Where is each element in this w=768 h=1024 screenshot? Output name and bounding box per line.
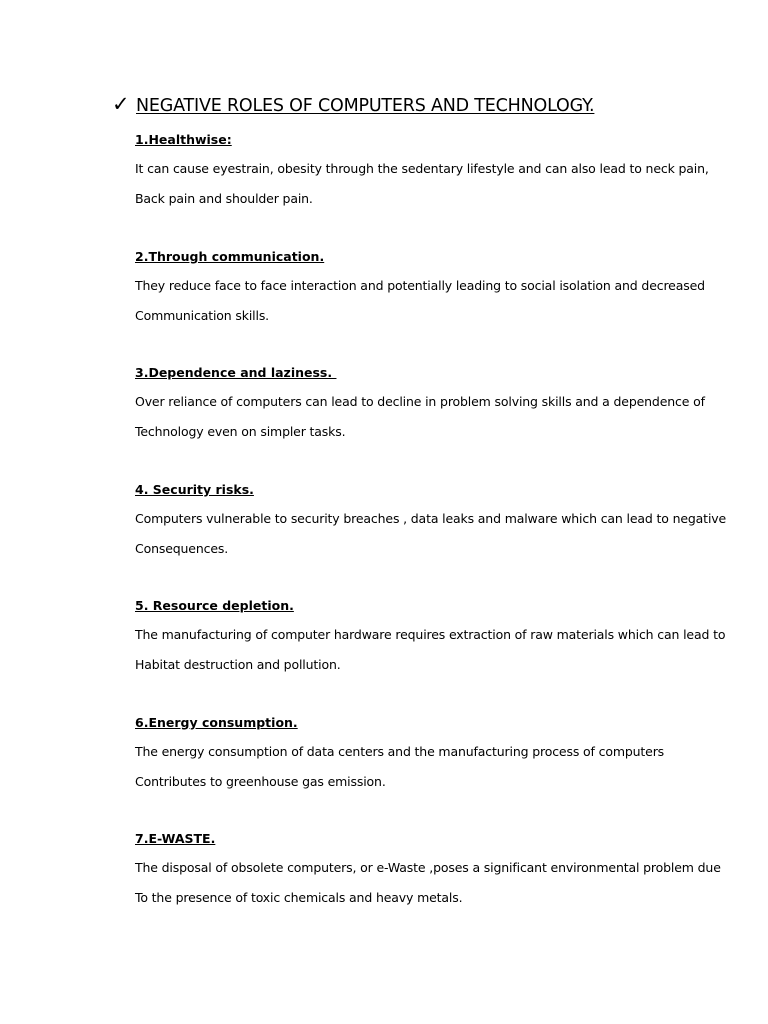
document-title-row — [112, 92, 594, 116]
section-text-line: Contributes to greenhouse gas emission. — [135, 773, 386, 789]
section-text-line: Back pain and shoulder pain. — [135, 190, 313, 206]
section-heading: 1.Healthwise: — [135, 132, 232, 147]
section-text-line: The disposal of obsolete computers, or e-Waste ,poses a significant environmental problem due — [135, 860, 721, 875]
section-heading: 6.Energy consumption. — [135, 715, 298, 730]
section-text-line: Communication skills. — [135, 307, 270, 323]
section-text-line: To the presence of toxic chemicals and heavy metals. — [135, 889, 463, 905]
section-text-line: It can cause eyestrain, obesity through the sedentary lifestyle and can also lead to neck pain, — [135, 161, 709, 176]
section-resource-depletion — [135, 598, 726, 673]
section-heading: 3.Dependence and laziness. — [135, 365, 337, 380]
section-heading: 4. Security risks. — [135, 482, 254, 497]
section-dependence — [135, 365, 705, 440]
section-text-line: Technology even on simpler tasks. — [135, 423, 346, 439]
document-title: NEGATIVE ROLES OF COMPUTERS AND TECHNOLOGY. — [136, 96, 595, 116]
section-energy-consumption — [135, 715, 695, 790]
section-text-line: They reduce face to face interaction and potentially leading to social isolation and decreased — [135, 278, 705, 293]
checkmark-icon: ✓ — [112, 92, 130, 116]
section-text-line: Over reliance of computers can lead to decline in problem solving skills and a dependence of — [135, 394, 705, 409]
section-healthwise — [135, 132, 709, 207]
section-text-line: The manufacturing of computer hardware requires extraction of raw materials which can lead to — [135, 627, 726, 642]
section-text-line: Habitat destruction and pollution. — [135, 656, 341, 672]
section-security-risks — [135, 482, 727, 557]
section-text-line: Computers vulnerable to security breaches , data leaks and malware which can lead to negative — [135, 511, 727, 526]
section-heading: 7.E-WASTE. — [135, 831, 216, 846]
section-text-line: The energy consumption of data centers and the manufacturing process of computers — [135, 744, 665, 759]
section-text-line: Consequences. — [135, 540, 229, 556]
section-e-waste — [135, 831, 721, 906]
section-heading: 5. Resource depletion. — [135, 598, 294, 613]
section-heading: 2.Through communication. — [135, 249, 325, 264]
section-communication — [135, 249, 705, 324]
